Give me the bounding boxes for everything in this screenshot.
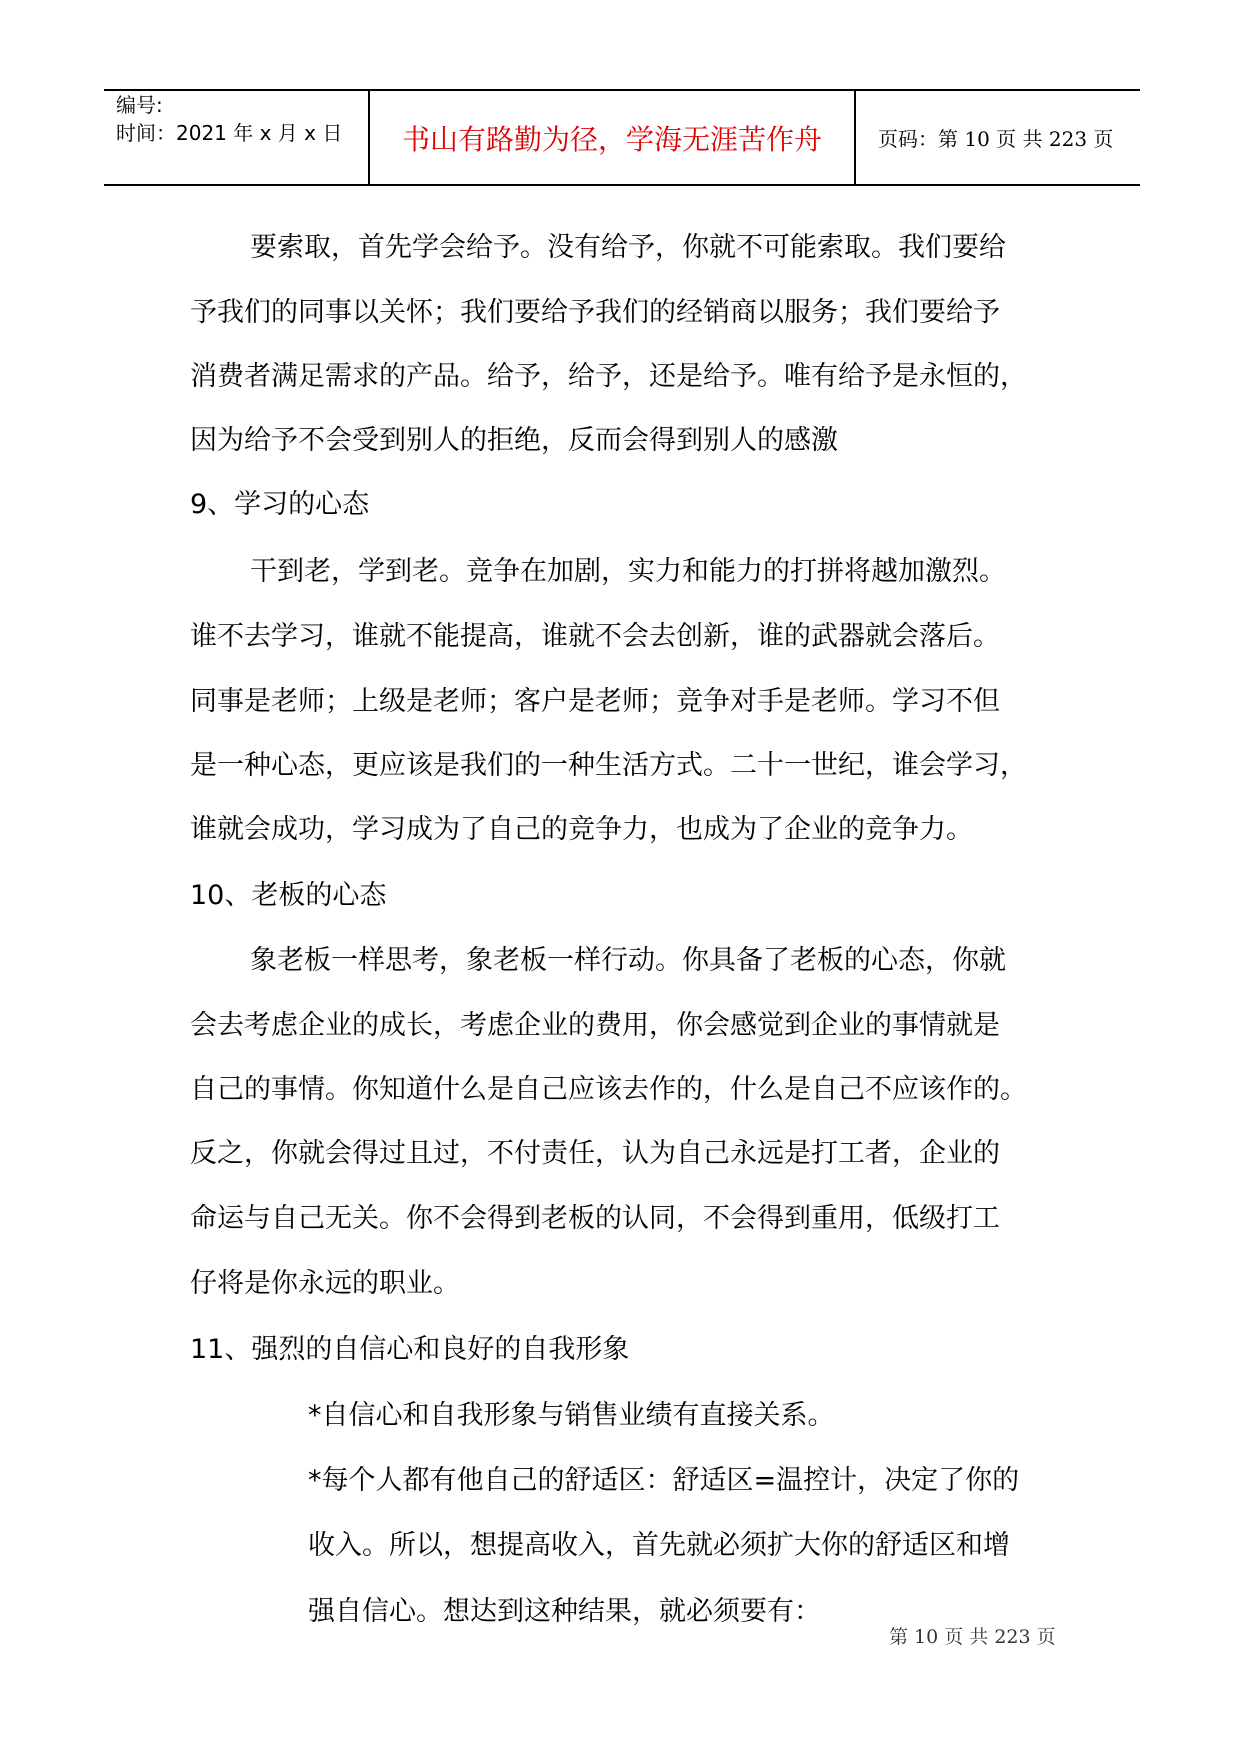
body-line: 干到老，学到老。竞争在加剧，实力和能力的打拼将越加激烈。 [250, 556, 1006, 587]
body-line: 同事是老师；上级是老师；客户是老师；竞争对手是老师。学习不但 [190, 686, 1000, 717]
header-meta-cell [104, 91, 368, 184]
body-line: 是一种心态，更应该是我们的一种生活方式。二十一世纪，谁会学习， [190, 750, 1027, 781]
body-line: 仔将是你永远的职业。 [190, 1268, 460, 1299]
section-heading: 9、学习的心态 [190, 489, 370, 520]
page-label: 页码：第 10 页 共 223 页 [878, 127, 1114, 151]
body-line: 因为给予不会受到别人的拒绝，反而会得到别人的感激 [190, 425, 838, 456]
body-line: 谁就会成功，学习成为了自己的竞争力，也成为了企业的竞争力。 [190, 814, 973, 845]
header-motto-cell [368, 91, 856, 184]
section-heading: 10、老板的心态 [190, 880, 387, 911]
body-line: 会去考虑企业的成长，考虑企业的费用，你会感觉到企业的事情就是 [190, 1010, 1000, 1041]
body-line: 谁不去学习，谁就不能提高，谁就不会去创新，谁的武器就会落后。 [190, 621, 1000, 652]
bullet-line: 收入。所以，想提高收入，首先就必须扩大你的舒适区和增 [308, 1530, 1010, 1561]
body-line: 象老板一样思考，象老板一样行动。你具备了老板的心态，你就 [250, 945, 1006, 976]
serial-label: 编号: [116, 93, 163, 117]
bullet-line: *每个人都有他自己的舒适区：舒适区=温控计，决定了你的 [308, 1465, 1020, 1496]
body-line: 自己的事情。你知道什么是自己应该去作的，什么是自己不应该作的。 [190, 1074, 1027, 1105]
motto-text: 书山有路勤为径，学海无涯苦作舟 [401, 122, 822, 156]
body-line: 命运与自己无关。你不会得到老板的认同，不会得到重用，低级打工 [190, 1203, 1000, 1234]
header-page-cell [854, 91, 1140, 184]
page-footer: 第 10 页 共 223 页 [889, 1626, 1056, 1648]
time-label: 时间：2021 年 x 月 x 日 [116, 121, 343, 145]
body-line: 反之，你就会得过且过，不付责任，认为自己永远是打工者，企业的 [190, 1138, 1000, 1169]
body-line: 消费者满足需求的产品。给予，给予，还是给予。唯有给予是永恒的， [190, 361, 1027, 392]
bullet-line: 强自信心。想达到这种结果，就必须要有： [308, 1596, 821, 1627]
bullet-line: *自信心和自我形象与销售业绩有直接关系。 [308, 1400, 835, 1431]
body-line: 要索取，首先学会给予。没有给予，你就不可能索取。我们要给 [250, 232, 1006, 263]
page-header [104, 89, 1140, 186]
body-line: 予我们的同事以关怀；我们要给予我们的经销商以服务；我们要给予 [190, 297, 1000, 328]
section-heading: 11、强烈的自信心和良好的自我形象 [190, 1334, 630, 1365]
